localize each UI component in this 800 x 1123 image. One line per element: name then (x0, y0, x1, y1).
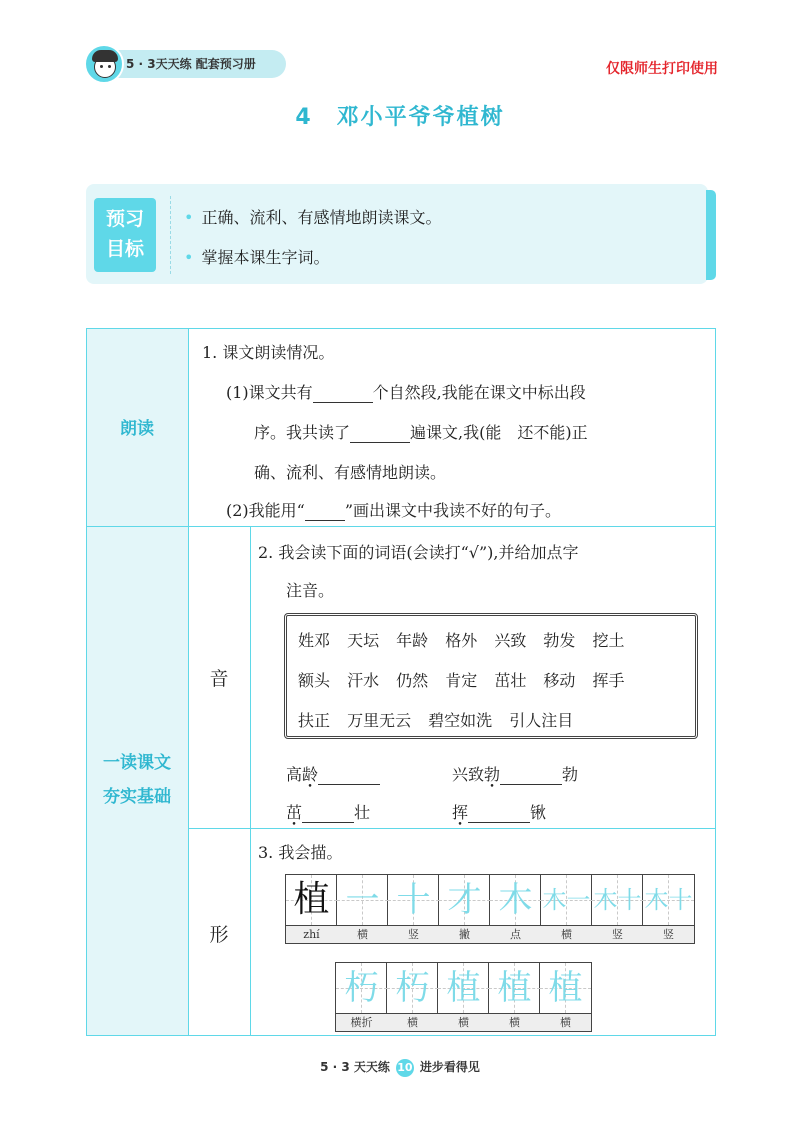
stroke-label: 横 (438, 1013, 489, 1031)
stroke-label: 横 (541, 925, 592, 943)
stroke-cell[interactable] (388, 875, 439, 943)
stroke-cell[interactable] (439, 875, 490, 943)
stroke-glyph: 朽 (395, 968, 430, 1008)
stroke-glyph: 植 (497, 968, 532, 1008)
page-number: 10 (396, 1059, 414, 1077)
word-row: 姓邓 天坛 年龄 格外 兴致 勃发 挖土 (298, 631, 625, 650)
stroke-label: 竖 (388, 925, 439, 943)
category-basics-line2: 夯实基础 (103, 787, 171, 807)
stroke-cell[interactable] (387, 963, 438, 1031)
stroke-order-row-1 (285, 874, 695, 944)
word-row: 额头 汗水 仍然 肯定 茁壮 移动 挥手 (298, 671, 625, 690)
stroke-glyph: 植 (293, 879, 330, 920)
bullet-icon: • (184, 208, 194, 227)
goals-stripe (706, 190, 716, 280)
dotted-char: 龄 (302, 765, 319, 784)
stroke-glyph: 植 (548, 968, 583, 1008)
stroke-cell[interactable] (540, 963, 591, 1031)
stroke-cell[interactable] (490, 875, 541, 943)
pinyin-blank[interactable] (302, 803, 354, 823)
question-1-part2: (2)我能用“ ”画出课文中我读不好的句子。 (226, 501, 562, 520)
phonetic-item: 挥 锹 (452, 803, 547, 822)
category-basics-line1: 一读课文 (103, 753, 171, 773)
stroke-label: 撇 (439, 925, 490, 943)
stroke-label: 横 (337, 925, 388, 943)
question-2-line2: 注音。 (286, 581, 335, 600)
dotted-char: 勃 (484, 765, 501, 784)
stroke-cell[interactable] (643, 875, 694, 943)
pinyin-blank[interactable] (318, 765, 380, 785)
answer-blank[interactable] (305, 501, 345, 521)
stroke-label: 横 (540, 1013, 591, 1031)
dotted-char: 挥 (452, 803, 469, 822)
stroke-label: 横折 (336, 1013, 387, 1031)
footer-right: 进步看得见 (419, 1060, 480, 1074)
goals-badge (94, 198, 156, 272)
shape-label: 形 (209, 924, 229, 946)
dotted-char: 茁 (286, 803, 303, 822)
stroke-cell[interactable] (489, 963, 540, 1031)
stroke-cell[interactable] (336, 963, 387, 1031)
stroke-glyph: 才 (447, 880, 482, 920)
stroke-label: 竖 (592, 925, 643, 943)
phonetic-item: 兴致勃 勃 (452, 765, 579, 784)
table-divider (188, 828, 716, 829)
question-3-title: 3. 我会描。 (258, 843, 343, 862)
stroke-glyph: 植 (446, 968, 481, 1008)
stroke-glyph: 一 (345, 880, 380, 920)
question-1-part1-line1: (1)课文共有 个自然段,我能在课文中标出段 (226, 383, 586, 402)
goals-panel (86, 184, 708, 284)
stroke-cell[interactable] (337, 875, 388, 943)
phonetic-item: 茁 壮 (286, 803, 371, 822)
question-1-part1-line3: 确、流利、有感情地朗读。 (254, 463, 447, 482)
stroke-cell[interactable] (592, 875, 643, 943)
table-divider (86, 526, 716, 527)
word-row: 扶正 万里无云 碧空如洗 引人注目 (298, 711, 574, 730)
stroke-glyph: 十 (396, 880, 431, 920)
goal-item (184, 245, 329, 268)
stroke-label: 竖 (643, 925, 694, 943)
stroke-cell[interactable] (438, 963, 489, 1031)
stroke-label: 横 (387, 1013, 438, 1031)
stroke-glyph: 木一 (542, 886, 591, 914)
stroke-cell[interactable] (541, 875, 592, 943)
page-footer (0, 1058, 800, 1077)
table-divider (250, 526, 251, 1036)
stroke-glyph: 木十 (644, 886, 693, 914)
footer-left: 5 · 3 天天练 (320, 1060, 390, 1074)
question-1-part1-line2: 序。我共读了 遍课文,我(能 还不能)正 (254, 423, 588, 442)
stroke-label: 横 (489, 1013, 540, 1031)
goals-badge-line2: 目标 (105, 238, 144, 260)
sound-label: 音 (209, 668, 229, 690)
pinyin-blank[interactable] (468, 803, 530, 823)
stroke-label: zhí (286, 925, 337, 943)
series-title: 5 · 3天天练 配套预习册 (126, 57, 256, 71)
goal-text: 掌握本课生字词。 (201, 248, 330, 267)
stroke-cell (286, 875, 337, 943)
stroke-label: 点 (490, 925, 541, 943)
mascot-avatar-icon (84, 44, 124, 84)
pinyin-blank[interactable] (500, 765, 562, 785)
goals-badge-line1: 预习 (105, 208, 144, 230)
goal-item (184, 205, 441, 228)
goals-divider (170, 196, 171, 274)
question-1-title: 1. 课文朗读情况。 (202, 343, 335, 362)
bullet-icon: • (184, 248, 194, 267)
category-reading-label: 朗读 (120, 419, 154, 439)
goal-text: 正确、流利、有感情地朗读课文。 (201, 208, 442, 227)
answer-blank[interactable] (313, 383, 373, 403)
stroke-order-row-2 (335, 962, 592, 1032)
phonetic-item: 高龄 (286, 762, 380, 785)
stroke-glyph: 朽 (344, 968, 379, 1008)
stroke-glyph: 木 (498, 880, 533, 920)
question-2-line1: 2. 我会读下面的词语(会读打“√”),并给加点字 (258, 543, 579, 562)
lesson-title: 4 邓小平爷爷植树 (295, 105, 505, 130)
answer-blank[interactable] (350, 423, 410, 443)
print-notice: 仅限师生打印使用 (606, 61, 718, 77)
stroke-glyph: 木十 (593, 886, 642, 914)
